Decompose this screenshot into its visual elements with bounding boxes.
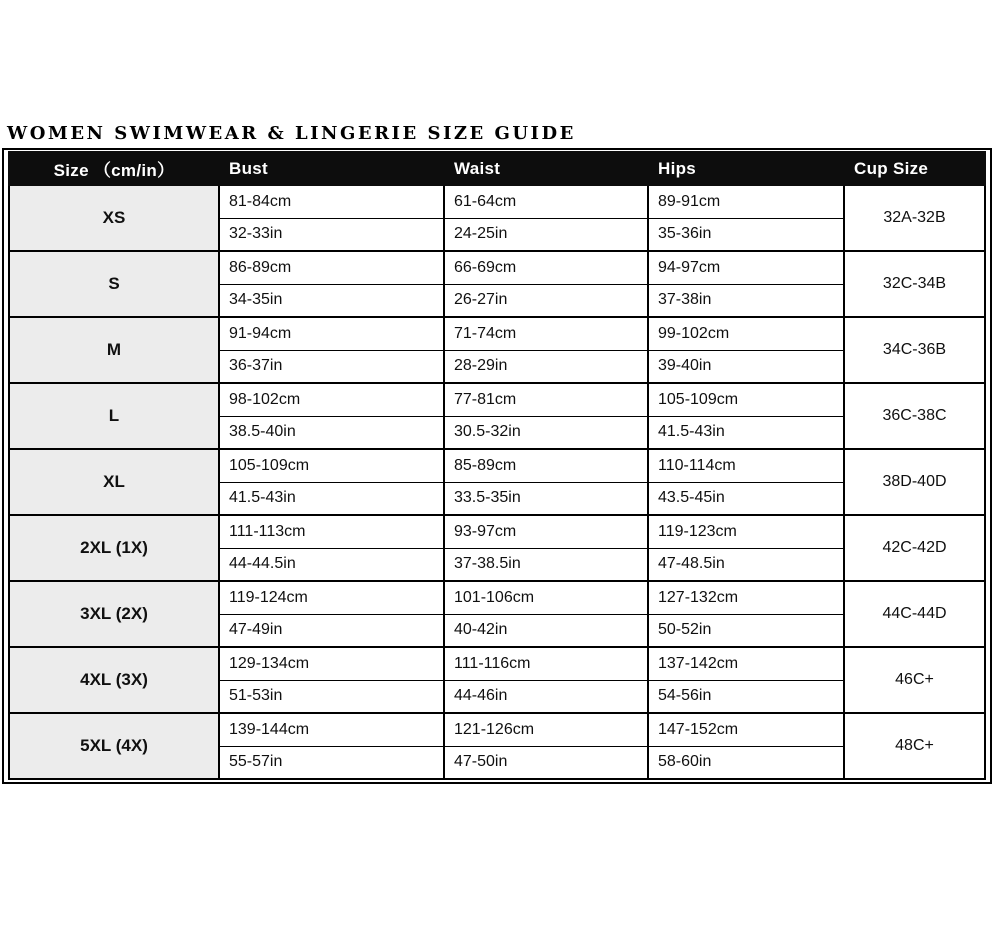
column-header-size: Size （cm/in） [9,152,219,185]
bust-in-cell: 36-37in [219,350,444,383]
cup-size-cell: 48C+ [844,713,985,779]
bust-cm-cell: 105-109cm [219,449,444,482]
table-row-cm [9,581,985,614]
bust-cm-cell: 86-89cm [219,251,444,284]
waist-cm-cell: 71-74cm [444,317,648,350]
table-row-cm [9,515,985,548]
waist-cm-cell: 85-89cm [444,449,648,482]
size-label-cell: 2XL (1X) [9,515,219,581]
hips-cm-cell: 99-102cm [648,317,844,350]
bust-in-cell: 34-35in [219,284,444,317]
page-title: WOMEN SWIMWEAR & LINGERIE SIZE GUIDE [7,123,576,144]
waist-cm-cell: 101-106cm [444,581,648,614]
hips-in-cell: 54-56in [648,680,844,713]
bust-in-cell: 32-33in [219,218,444,251]
size-label-cell: 3XL (2X) [9,581,219,647]
waist-in-cell: 44-46in [444,680,648,713]
size-label-cell: 4XL (3X) [9,647,219,713]
hips-cm-cell: 105-109cm [648,383,844,416]
cup-size-cell: 32C-34B [844,251,985,317]
bust-in-cell: 41.5-43in [219,482,444,515]
cup-size-cell: 42C-42D [844,515,985,581]
waist-in-cell: 28-29in [444,350,648,383]
table-body [9,185,985,779]
waist-in-cell: 40-42in [444,614,648,647]
table-row-cm [9,713,985,746]
hips-in-cell: 35-36in [648,218,844,251]
hips-in-cell: 41.5-43in [648,416,844,449]
waist-cm-cell: 61-64cm [444,185,648,218]
hips-cm-cell: 127-132cm [648,581,844,614]
bust-in-cell: 55-57in [219,746,444,779]
bust-in-cell: 44-44.5in [219,548,444,581]
waist-cm-cell: 77-81cm [444,383,648,416]
column-header-cup-size: Cup Size [844,152,985,185]
column-header-waist: Waist [444,152,648,185]
hips-cm-cell: 119-123cm [648,515,844,548]
waist-in-cell: 24-25in [444,218,648,251]
column-header-hips: Hips [648,152,844,185]
hips-cm-cell: 94-97cm [648,251,844,284]
cup-size-cell: 32A-32B [844,185,985,251]
size-guide-table-container [2,148,992,784]
table-header-row [9,152,985,185]
bust-cm-cell: 91-94cm [219,317,444,350]
waist-in-cell: 37-38.5in [444,548,648,581]
size-label-cell: XL [9,449,219,515]
cup-size-cell: 36C-38C [844,383,985,449]
bust-in-cell: 51-53in [219,680,444,713]
column-header-bust: Bust [219,152,444,185]
size-label-cell: XS [9,185,219,251]
bust-in-cell: 47-49in [219,614,444,647]
hips-in-cell: 43.5-45in [648,482,844,515]
table-row-cm [9,449,985,482]
hips-in-cell: 50-52in [648,614,844,647]
size-guide-table [8,151,986,780]
table-row-cm [9,647,985,680]
table-row-cm [9,383,985,416]
hips-in-cell: 39-40in [648,350,844,383]
bust-cm-cell: 129-134cm [219,647,444,680]
hips-cm-cell: 147-152cm [648,713,844,746]
cup-size-cell: 38D-40D [844,449,985,515]
size-label-cell: S [9,251,219,317]
waist-in-cell: 33.5-35in [444,482,648,515]
hips-cm-cell: 110-114cm [648,449,844,482]
waist-in-cell: 30.5-32in [444,416,648,449]
bust-cm-cell: 111-113cm [219,515,444,548]
hips-in-cell: 47-48.5in [648,548,844,581]
hips-in-cell: 58-60in [648,746,844,779]
waist-in-cell: 47-50in [444,746,648,779]
waist-cm-cell: 66-69cm [444,251,648,284]
waist-cm-cell: 111-116cm [444,647,648,680]
hips-in-cell: 37-38in [648,284,844,317]
bust-cm-cell: 119-124cm [219,581,444,614]
size-label-cell: 5XL (4X) [9,713,219,779]
size-label-cell: M [9,317,219,383]
waist-cm-cell: 93-97cm [444,515,648,548]
waist-in-cell: 26-27in [444,284,648,317]
hips-cm-cell: 89-91cm [648,185,844,218]
hips-cm-cell: 137-142cm [648,647,844,680]
cup-size-cell: 34C-36B [844,317,985,383]
table-row-cm [9,185,985,218]
bust-cm-cell: 139-144cm [219,713,444,746]
table-row-cm [9,317,985,350]
bust-in-cell: 38.5-40in [219,416,444,449]
bust-cm-cell: 98-102cm [219,383,444,416]
size-label-cell: L [9,383,219,449]
bust-cm-cell: 81-84cm [219,185,444,218]
table-row-cm [9,251,985,284]
cup-size-cell: 46C+ [844,647,985,713]
cup-size-cell: 44C-44D [844,581,985,647]
waist-cm-cell: 121-126cm [444,713,648,746]
